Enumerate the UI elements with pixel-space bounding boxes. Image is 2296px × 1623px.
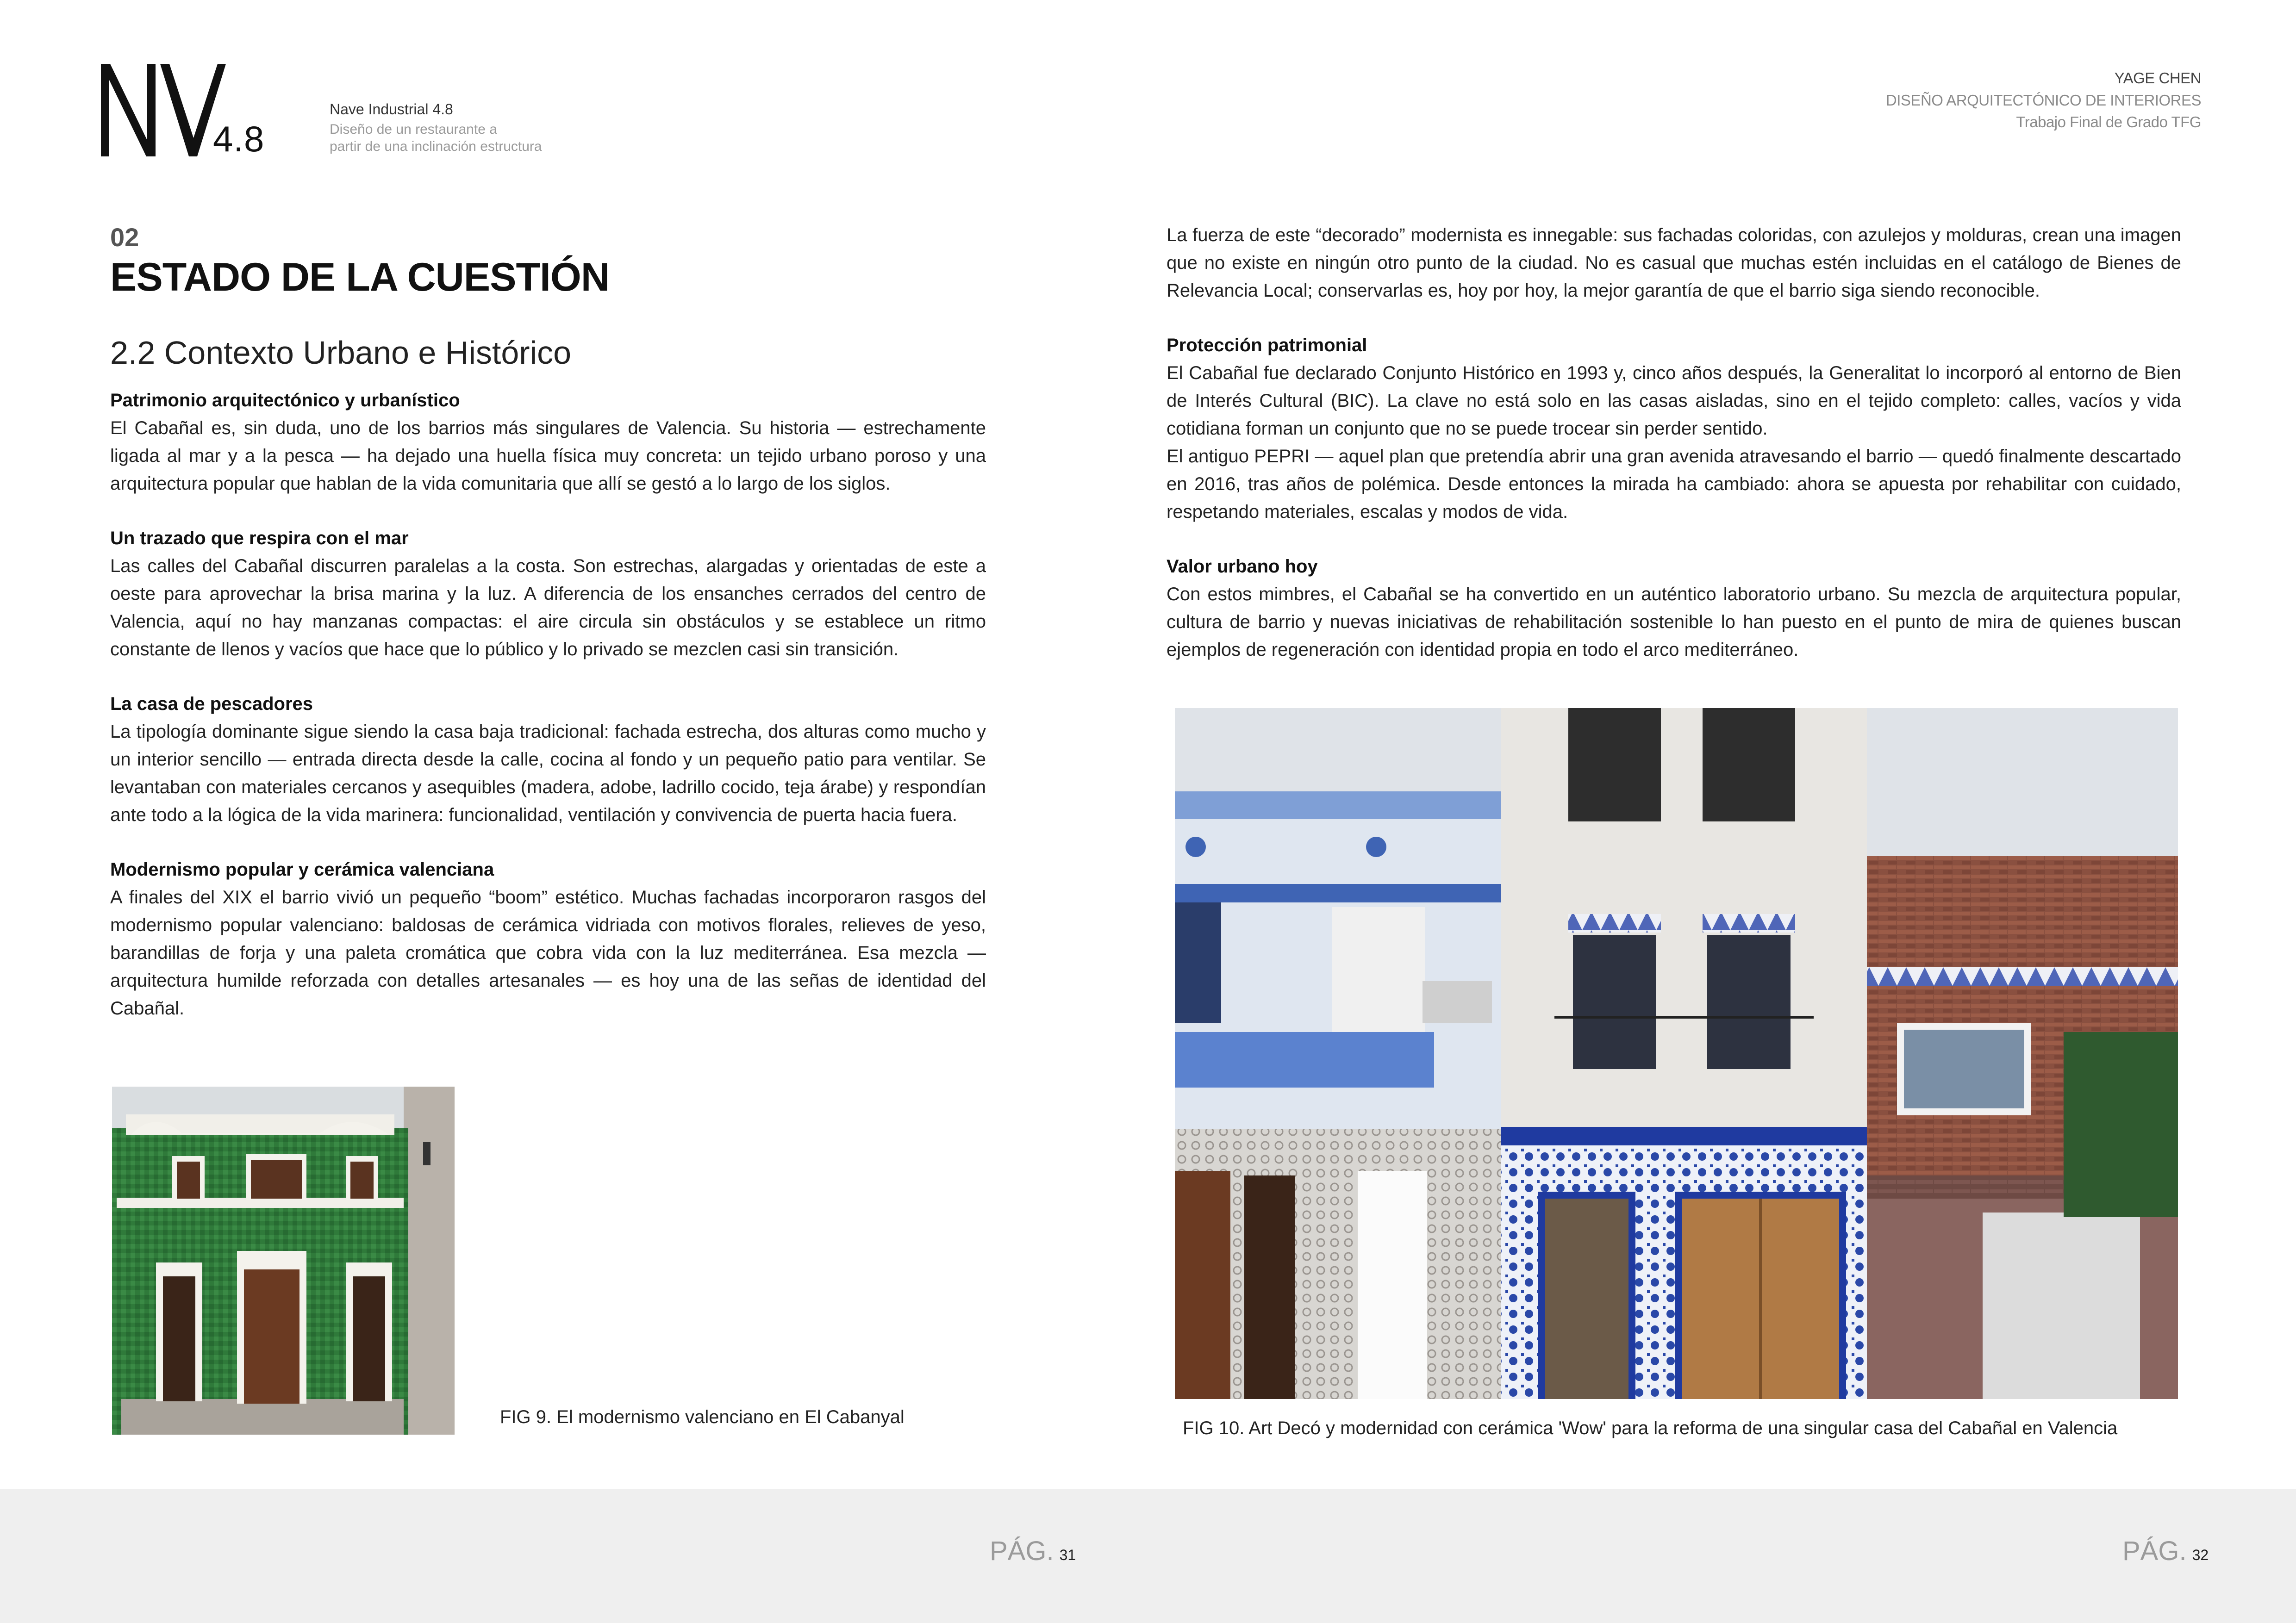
footer-band [0,1489,2296,1623]
nv-logo [101,64,226,156]
text-block [110,524,986,663]
section-number: 02 [110,223,139,252]
block-paragraph: Con estos mimbres, el Cabañal se ha convertido en un auténtico laboratorio urbano. Su mezcla de arquitectura popular, cultura de barrio y nuevas iniciativas de rehabilitación sostenible lo han puesto en el punto de mira de quienes buscan ejemplos de regeneración con identidad propia en todo el arco mediterráneo. [1167,584,2181,660]
left-text-column [110,386,986,1049]
text-block [1167,221,2181,305]
course-name: DISEÑO ARQUITECTÓNICO DE INTERIORES [1885,92,2201,109]
page-number-left [990,1536,1076,1567]
project-subtitle: partir de una inclinación estructura [330,139,542,154]
block-paragraph: El antiguo PEPRI — aquel plan que pretendía abrir una gran avenida atravesando el barrio — quedó finalmente descartado en 2016, tras años de polémica. Desde entonces la mirada ha cambiado: ahora se apuesta por rehabilitar con cuidado, respetando materiales, escalas y modos de vida. [1167,446,2181,522]
page-label: PÁG. [990,1536,1054,1566]
figure-10-caption: FIG 10. Art Decó y modernidad con cerámica 'Wow' para la reforma de una singular casa del Cabañal en Valencia [1183,1418,2118,1438]
block-paragraph: El Cabañal es, sin duda, uno de los barrios más singulares de Valencia. Su historia — estrechamente ligada al mar y a la pesca — ha dejado una huella física muy concreta: un tejido urbano poroso y una arquitectura popular que hablan de la vida comunitaria que allí se gestó a lo largo de los siglos. [110,418,986,494]
subsection-title: 2.2 Contexto Urbano e Histórico [110,335,572,371]
project-title: Nave Industrial 4.8 [330,101,453,118]
logo-version: 4.8 [213,118,265,159]
page-number-right [2122,1536,2209,1567]
block-heading: Valor urbano hoy [1167,556,1318,577]
text-block [1167,331,2181,526]
block-paragraph: La tipología dominante sigue siendo la casa baja tradicional: fachada estrecha, dos alturas como mucho y un interior sencillo — entrada directa desde la calle, cocina al fondo y un pequeño patio para ventilar. Se levantaban con materiales cercanos y asequibles (madera, adobe, ladrillo cocido, teja árabe) y respondían ante todo a la lógica de la vida marinera: funcionalidad, ventilación y convivencia de puerta hacia fuera. [110,721,986,825]
block-heading: La casa de pescadores [110,694,313,714]
project-subtitle: Diseño de un restaurante a [330,122,497,137]
text-block [110,386,986,497]
text-block [1167,553,2181,664]
page-number: 31 [1059,1547,1076,1563]
block-heading: Protección patrimonial [1167,335,1367,355]
block-heading: Patrimonio arquitectónico y urbanístico [110,390,460,410]
author-name: YAGE CHEN [2114,69,2201,87]
intro-paragraph: La fuerza de este “decorado” modernista es innegable: sus fachadas coloridas, con azulejos y molduras, crean una imagen que no existe en ningún otro punto de la ciudad. No es casual que muchas estén incluidas en el catálogo de Bienes de Relevancia Local; conservarlas es, hoy por hoy, la mejor garantía de que el barrio siga siendo reconocible. [1167,225,2181,301]
block-paragraph: El Cabañal fue declarado Conjunto Histórico en 1993 y, cinco años después, la Generalitat lo incorporó al entorno de Bien de Interés Cultural (BIC). La clave no está solo en las casas aisladas, sino en el tejido completo: calles, vacíos y vida cotidiana forman un conjunto que no se puede trocear sin perder sentido. [1167,363,2181,439]
page-number: 32 [2192,1547,2209,1563]
text-block [110,690,986,829]
block-paragraph: Las calles del Cabañal discurren paralelas a la costa. Son estrechas, alargadas y orientadas de este a oeste para aprovechar la brisa marina y la luz. A diferencia de los ensanches cerrados del centro de Valencia, aquí no hay manzanas compactas: el aire circula sin obstáculos y se establece un ritmo constante de llenos y vacíos que hace que lo público y lo privado se mezclen casi sin transición. [110,556,986,659]
figure-10-photo [1175,708,2178,1399]
right-text-column [1167,221,2181,690]
page-label: PÁG. [2122,1536,2187,1566]
section-title: ESTADO DE LA CUESTIÓN [110,255,609,299]
figure-9-caption: FIG 9. El modernismo valenciano en El Cabanyal [500,1407,905,1427]
work-type: Trabajo Final de Grado TFG [2016,113,2201,131]
text-block [110,856,986,1022]
figure-9-photo [112,1087,455,1435]
block-heading: Modernismo popular y cerámica valenciana [110,859,494,880]
block-heading: Un trazado que respira con el mar [110,528,409,548]
block-paragraph: A finales del XIX el barrio vivió un pequeño “boom” estético. Muchas fachadas incorporaron rasgos del modernismo popular valenciano: baldosas de cerámica vidriada con motivos florales, relieves de yeso, barandillas de forja y una paleta cromática que cobra vida con la luz mediterránea. Esa mezcla — arquitectura humilde reforzada con detalles artesanales — es hoy una de las señas de identidad del Cabañal. [110,887,986,1019]
